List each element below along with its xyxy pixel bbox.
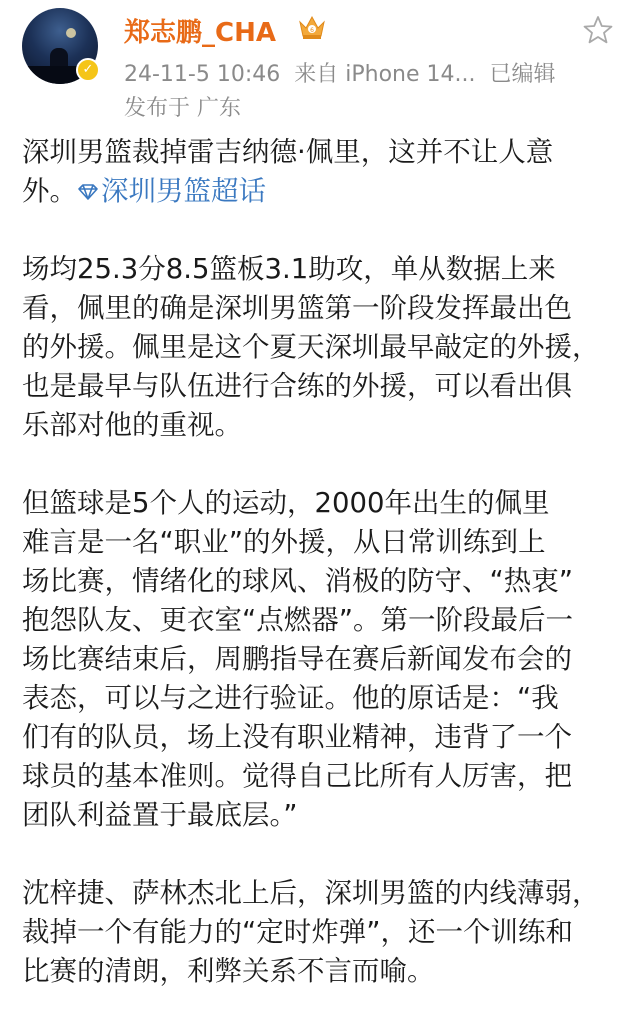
text-line: 的外援。佩里是这个夏天深圳最早敲定的外援， — [22, 331, 600, 363]
topic-label: 深圳男篮超话 — [101, 175, 266, 207]
text-line: 比赛的清朗，利弊关系不言而喻。 — [22, 955, 435, 987]
text-line: 表态，可以与之进行验证。他的原话是：“我 — [22, 682, 559, 714]
text-line: 场比赛，情绪化的球风、消极的防守、“热衷” — [22, 565, 573, 597]
post-source: 来自 iPhone 14... — [294, 62, 476, 87]
text-line: 也是最早与队伍进行合练的外援，可以看出俱 — [22, 370, 572, 402]
paragraph-1 — [22, 133, 620, 211]
edited-label[interactable]: 已编辑 — [489, 62, 556, 87]
text-line: 乐部对他的重视。 — [22, 409, 242, 441]
text-line: 看，佩里的确是深圳男篮第一阶段发挥最出色 — [22, 292, 572, 324]
crown-level-icon — [298, 14, 326, 40]
text-line: 难言是一名“职业”的外援，从日常训练到上 — [22, 526, 546, 558]
topic-link[interactable] — [77, 175, 266, 207]
text-line: 裁掉一个有能力的“定时炸弹”，还一个训练和 — [22, 916, 573, 948]
star-favorite-icon[interactable] — [582, 14, 614, 46]
post-timestamp: 24-11-5 10:46 — [124, 62, 281, 87]
text-fragment: 外。 — [22, 175, 77, 207]
post-header — [0, 0, 636, 125]
text-line: 但篮球是5个人的运动，2000年出生的佩里 — [22, 487, 550, 519]
text-line: 场比赛结束后，周鹏指导在赛后新闻发布会的 — [22, 643, 572, 675]
paragraph-4 — [22, 874, 620, 991]
avatar-moon — [66, 28, 76, 38]
paragraph-2 — [22, 250, 620, 445]
text-line — [22, 172, 620, 211]
text-line: 沈梓捷、萨林杰北上后，深圳男篮的内线薄弱， — [22, 877, 600, 909]
topic-diamond-icon — [77, 183, 99, 201]
text-line: 抱怨队友、更衣室“点燃器”。第一阶段最后一 — [22, 604, 573, 636]
post-meta — [124, 57, 556, 88]
text-line: 深圳男篮裁掉雷吉纳德·佩里，这并不让人意 — [22, 136, 554, 168]
post-location: 发布于 广东 — [124, 96, 241, 121]
text-line: 场均25.3分8.5篮板3.1助攻，单从数据上来 — [22, 253, 556, 285]
verified-badge-icon: ✓ — [76, 58, 100, 82]
text-line: 球员的基本准则。觉得自己比所有人厉害，把 — [22, 760, 572, 792]
text-line: 们有的队员，场上没有职业精神，违背了一个 — [22, 721, 572, 753]
text-line: 团队利益置于最底层。” — [22, 799, 298, 831]
svg-text:6: 6 — [310, 27, 314, 34]
post-body — [22, 133, 620, 1030]
paragraph-3 — [22, 484, 620, 835]
username[interactable]: 郑志鹏_CHA — [124, 18, 276, 48]
